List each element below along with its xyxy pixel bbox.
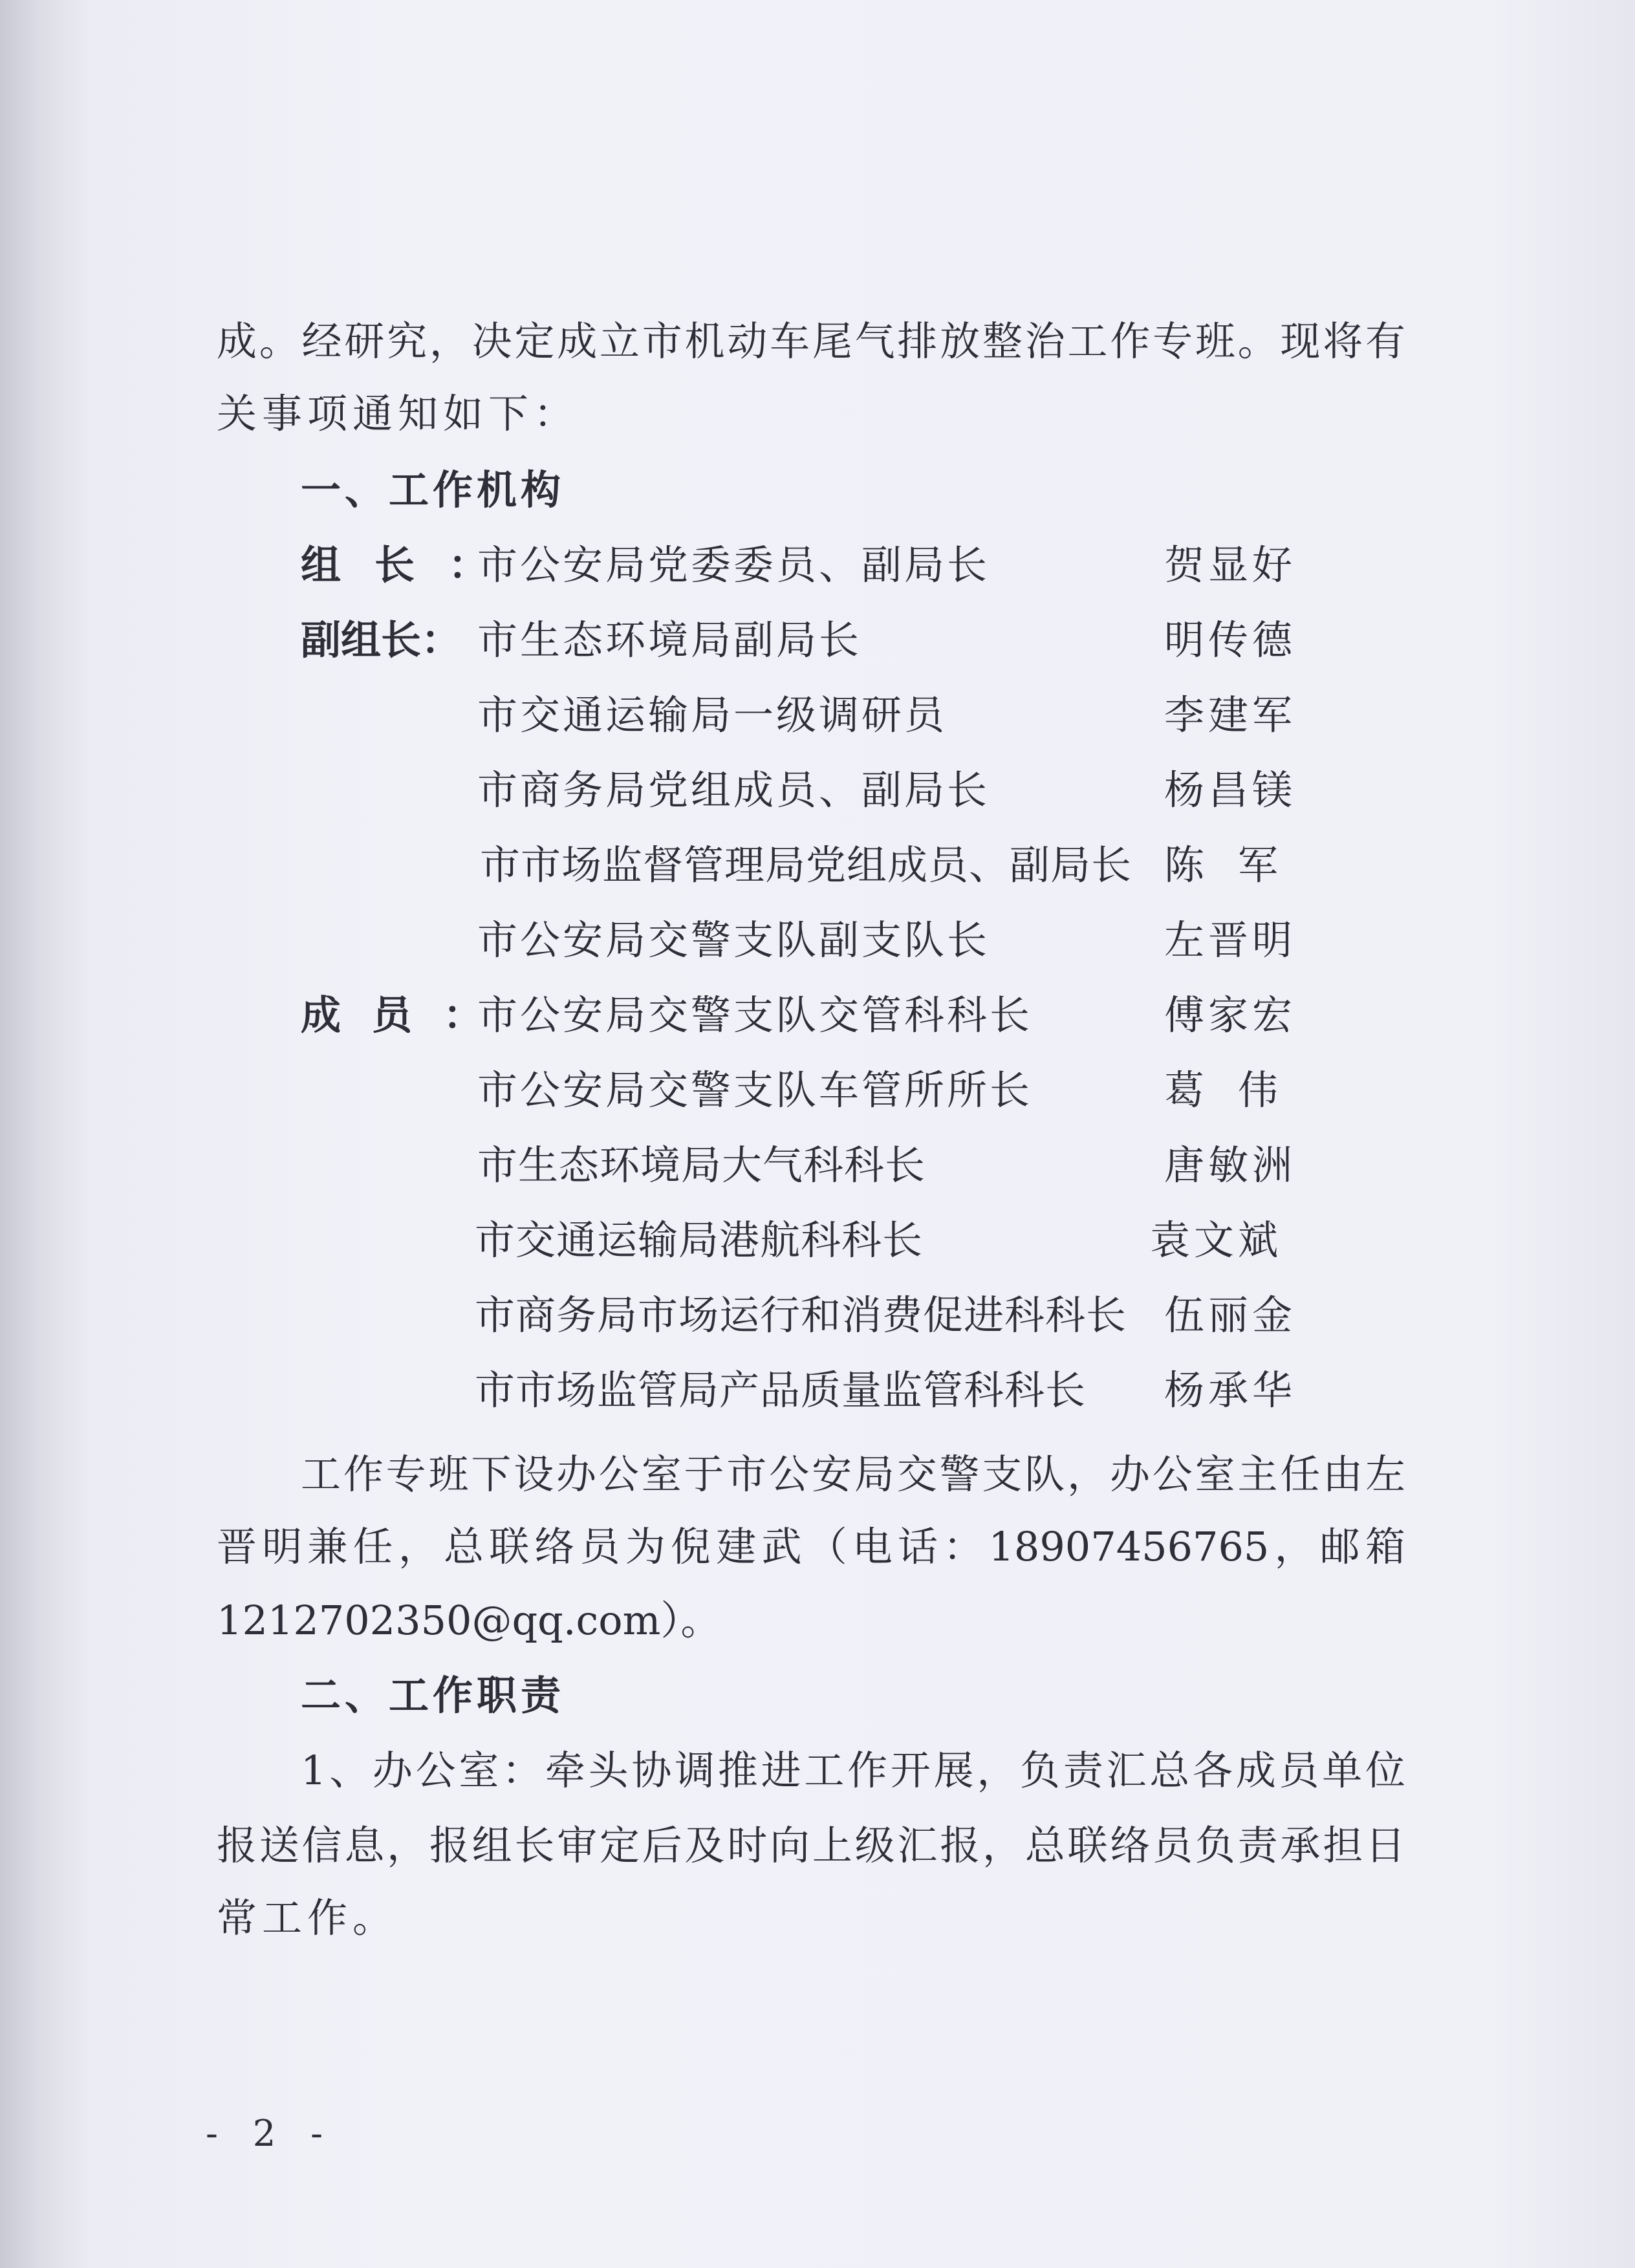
intro-line-2: 关事项通知如下： <box>217 390 579 437</box>
duty-item-1-line-1: 1、办公室：牵头协调推进工作开展，负责汇总各成员单位 <box>301 1747 1405 1794</box>
deputy-title: 市交通运输局一级调研员 <box>477 691 947 739</box>
office-paragraph-line-1: 工作专班下设办公室于市公安局交警支队，办公室主任由左 <box>301 1451 1405 1498</box>
member-title: 市商务局市场运行和消费促进科科长 <box>475 1291 1127 1339</box>
deputy-title: 市生态环境局副局长 <box>477 616 862 664</box>
member-title: 市交通运输局港航科科长 <box>475 1216 924 1264</box>
office-paragraph-line-3: 1212702350@qq.com）。 <box>217 1597 721 1644</box>
member-name: 傅家宏 <box>1164 991 1297 1039</box>
intro-line-1: 成。经研究，决定成立市机动车尾气排放整治工作专班。现将有 <box>217 318 1405 365</box>
duty-item-1-line-2: 报送信息，报组长审定后及时向上级汇报，总联络员负责承担日 <box>217 1822 1405 1869</box>
page-number: - 2 - <box>206 2113 335 2155</box>
section-1-heading: 一、工作机构 <box>301 466 565 513</box>
member-title: 市生态环境局大气科科长 <box>477 1141 926 1189</box>
deputy-title: 市市场监督管理局党组成员、副局长 <box>480 841 1132 889</box>
member-name: 杨承华 <box>1164 1366 1297 1414</box>
deputy-title: 市公安局交警支队副支队长 <box>477 916 990 964</box>
deputy-name: 陈军 <box>1164 841 1312 889</box>
deputy-name: 杨昌镁 <box>1164 766 1297 814</box>
member-name: 伍丽金 <box>1164 1291 1297 1339</box>
deputy-role-label: 副组长： <box>301 616 462 664</box>
deputy-name: 左晋明 <box>1164 916 1297 964</box>
member-title: 市公安局交警支队交管科科长 <box>477 991 1033 1039</box>
duty-item-1-line-3: 常工作。 <box>217 1894 398 1941</box>
deputy-name: 明传德 <box>1164 616 1297 664</box>
leader-name: 贺显好 <box>1164 541 1297 589</box>
member-role-label: 成员： <box>301 991 515 1039</box>
member-title: 市公安局交警支队车管所所长 <box>477 1066 1033 1114</box>
section-2-heading: 二、工作职责 <box>301 1672 565 1719</box>
member-name: 袁文斌 <box>1150 1216 1283 1264</box>
office-paragraph-line-2: 晋明兼任，总联络员为倪建武（电话：18907456765，邮箱 <box>217 1523 1405 1570</box>
deputy-title: 市商务局党组成员、副局长 <box>477 766 990 814</box>
leader-title: 市公安局党委委员、副局长 <box>477 541 990 589</box>
member-title: 市市场监管局产品质量监管科科长 <box>475 1366 1087 1414</box>
leader-role-label: 组长： <box>301 541 523 589</box>
member-name: 唐敏洲 <box>1164 1141 1297 1189</box>
member-name: 葛伟 <box>1164 1066 1312 1114</box>
deputy-name: 李建军 <box>1164 691 1297 739</box>
